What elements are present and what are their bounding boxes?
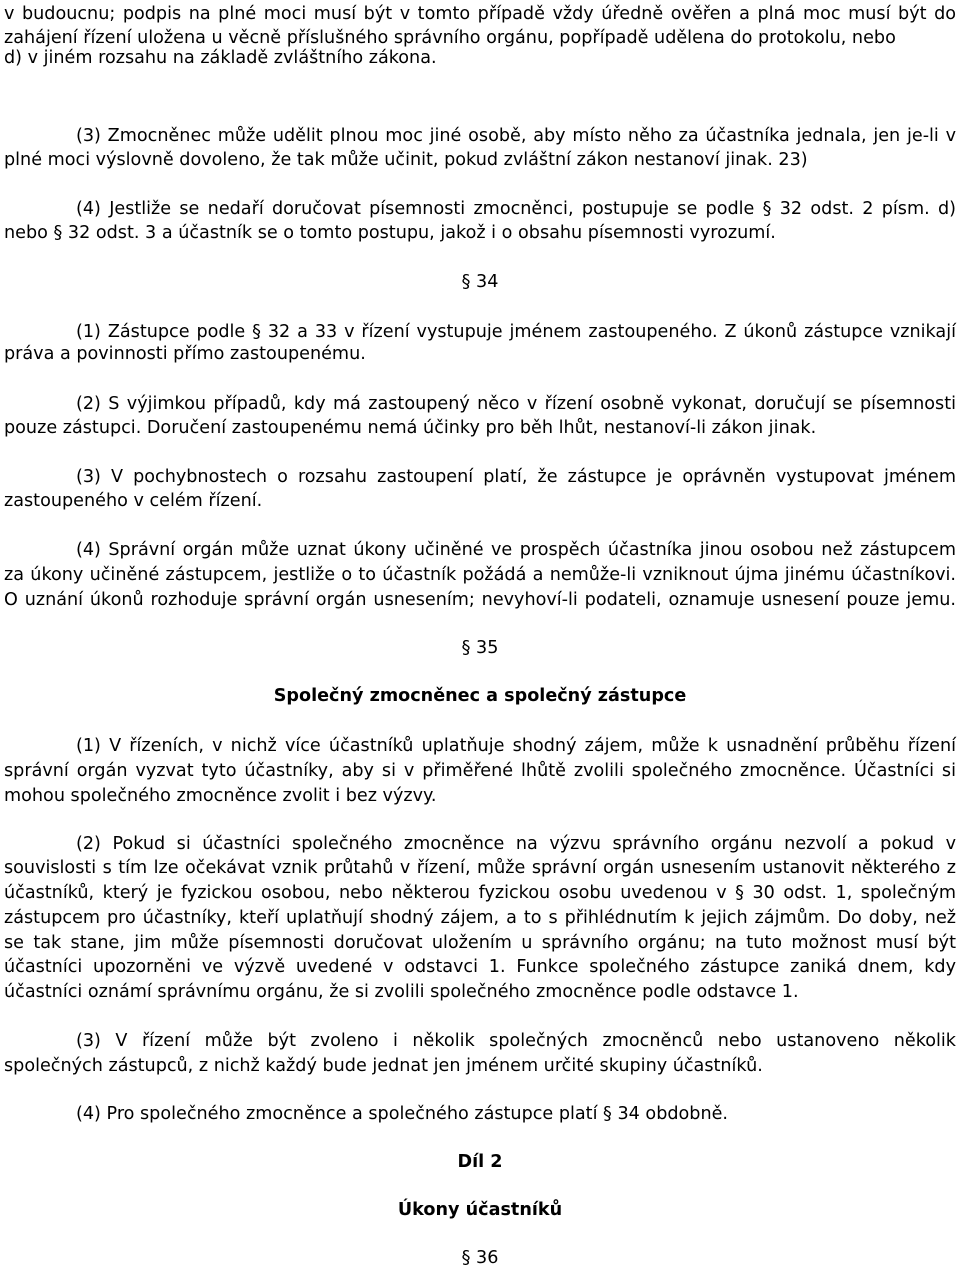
- text-line: pouze zástupci. Doručení zastoupenému nemá účinky pro běh lhůt, nestanoví-li zákon jinak.: [4, 418, 817, 438]
- text-line: za úkony učiněné zástupcem, jestliže o to účastník požádá a nemůže-li vzniknout újma jinému účastníkovi.: [4, 565, 956, 585]
- text-line: (4) Jestliže se nedaří doručovat písemnosti zmocněnci, postupuje se podle § 32 odst. 2 písm. d): [76, 199, 956, 219]
- section-heading: Společný zmocněnec a společný zástupce: [273, 686, 687, 706]
- text-line: účastníci upozorněni ve výzvě uvedené v odstavci 1. Funkce společného zástupce zaniká dnem, kdy: [4, 957, 956, 977]
- text-line: v budoucnu; podpis na plné moci musí být v tomto případě vždy úředně ověřen a plná moc musí být do: [4, 4, 956, 24]
- text-line: (1) V řízeních, v nichž více účastníků uplatňuje shodný zájem, může k usnadnění průběhu řízení: [76, 736, 956, 756]
- text-line: nebo § 32 odst. 3 a účastník se o tomto postupu, jakož i o obsahu písemnosti vyrozumí.: [4, 223, 776, 243]
- text-line: správní orgán vyzvat tyto účastníky, aby si v přiměřené lhůtě zvolili společného zmocněnce. Účastníci si: [4, 761, 956, 781]
- part-title: Úkony účastníků: [397, 1200, 563, 1220]
- text-line: plné moci výslovně dovoleno, že tak může učinit, pokud zvláštní zákon nestanoví jinak. 23): [4, 150, 808, 170]
- text-line: (3) V řízení může být zvoleno i několik společných zmocněnců nebo ustanoveno několik: [76, 1031, 956, 1051]
- text-line: společných zástupců, z nichž každý bude jednat jen jménem určité skupiny účastníků.: [4, 1056, 763, 1076]
- text-line: O uznání úkonů rozhoduje správní orgán usnesením; nevyhoví-li podateli, oznamuje usnesení pouze jemu.: [4, 590, 956, 610]
- text-line: (2) Pokud si účastníci společného zmocněnce na výzvu správního orgánu nezvolí a pokud v: [76, 834, 956, 854]
- part-heading: Díl 2: [457, 1152, 503, 1172]
- text-line: práva a povinnosti přímo zastoupenému.: [4, 344, 366, 364]
- text-line: (4) Správní orgán může uznat úkony učiněné ve prospěch účastníka jinou osobou než zástupcem: [76, 540, 956, 560]
- text-line: zástupcem pro účastníky, kteří uplatňují shodný zájem, a to s přihlédnutím k jejich zájmům. Do doby, než: [4, 908, 956, 928]
- text-line: účastníků, který je fyzickou osobou, nebo některou fyzickou osobu uvedenou v § 30 odst. 1, společným: [4, 883, 956, 903]
- text-line: d) v jiném rozsahu na základě zvláštního zákona.: [4, 48, 437, 68]
- text-line: zastoupeného v celém řízení.: [4, 491, 263, 511]
- text-line: mohou společného zmocněnce zvolit i bez výzvy.: [4, 786, 437, 806]
- text-line: účastníci oznámí správnímu orgánu, že si zvolili společného zmocněnce podle odstavce 1.: [4, 982, 799, 1002]
- text-line: (1) Zástupce podle § 32 a 33 v řízení vystupuje jménem zastoupeného. Z úkonů zástupce vznikají: [76, 322, 956, 342]
- text-line: souvislosti s tím lze očekávat vznik průtahů v řízení, může správní orgán usnesením ustanovit některého z: [4, 858, 956, 878]
- section-number: § 35: [461, 638, 499, 658]
- text-line: (3) Zmocněnec může udělit plnou moc jiné osobě, aby místo něho za účastníka jednala, jen je-li v: [76, 126, 956, 146]
- section-number: § 34: [461, 272, 499, 292]
- text-line: (3) V pochybnostech o rozsahu zastoupení platí, že zástupce je oprávněn vystupovat jménem: [76, 467, 956, 487]
- text-line: (4) Pro společného zmocněnce a společného zástupce platí § 34 obdobně.: [76, 1104, 729, 1124]
- text-line: (2) S výjimkou případů, kdy má zastoupený něco v řízení osobně vykonat, doručují se písemnosti: [76, 394, 956, 414]
- text-line: zahájení řízení uložena u věcně příslušného správního orgánu, popřípadě udělena do protokolu, nebo: [4, 28, 896, 48]
- section-number: § 36: [461, 1248, 499, 1268]
- text-line: se tak stane, jim může písemnosti doručovat uložením u správního orgánu; na tuto možnost musí být: [4, 933, 956, 953]
